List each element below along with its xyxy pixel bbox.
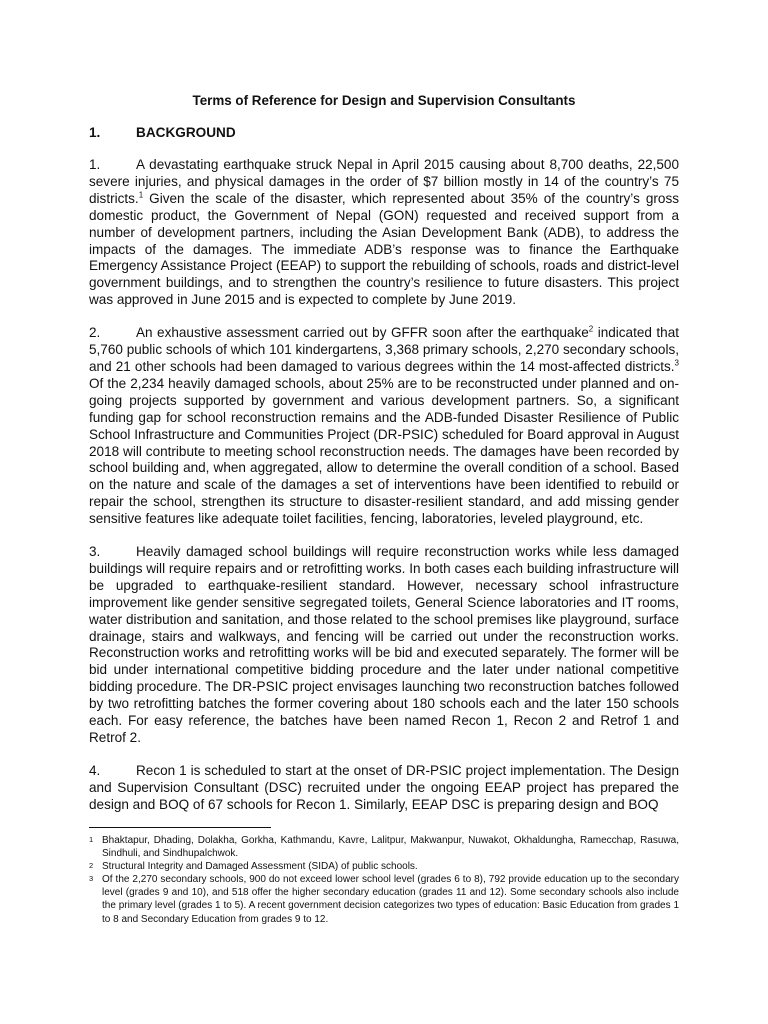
section-title: BACKGROUND [136,125,236,140]
paragraph-text: An exhaustive assessment carried out by GFFR soon after the earthquake [136,325,589,341]
paragraph-text: Of the 2,234 heavily damaged schools, about 25% are to be reconstructed under planned and on-going projects supported by government and various development partners. So, a significant funding gap for school reconstruction remains and the ADB-funded Disaster Resilience of Public School Infrastructure and Communities Project (DR-PSIC) scheduled for Board approval in August 2018 will contribute to meeting school reconstruction needs. The damages have been recorded by school building and, when aggregated, allow to determine the overall condition of a school. Based on the nature and scale of the damages a set of interventions have been identified to rebuild or repair the school, strengthen its structure to disaster-resilient standard, and add missing gender sensitive features like adequate toilet facilities, fencing, laboratories, leveled playground, etc. [89,375,679,527]
footnote-2 [89,860,679,873]
paragraph-number: 1. [89,157,101,172]
footnote-mark: 2 [89,861,94,871]
paragraph-number: 3. [89,544,101,560]
footnote-text: Of the 2,270 secondary schools, 900 do not exceed lower school level (grades 6 to 8), 792 provide education up to the secondary level (grades 9 and 10), and 518 offer the higher secondary education (grades 11 and 12). Some secondary schools also include the primary level (grades 1 to 5). A recent government decision categorizes two types of education: Basic Education from grades 1 to 8 and Secondary Education from grades 9 to 12. [102,874,679,925]
paragraph-2 [89,325,679,528]
footnote-reference-2[interactable]: 2 [588,324,594,334]
paragraph-text: indicated that 5,760 public schools of which 101 kindergartens, 3,368 primary schools, 2,270 secondary schools, and 21 other schools had been damaged to various degrees within the 14 most-affected districts. [89,325,679,374]
paragraph-text: Given the scale of the disaster, which represented about 35% of the country’s gross domestic product, the Government of Nepal (GON) requested and received support from a number of development partners, including the Asian Development Bank (ADB), to address the impacts of the damages. The immediate ADB’s response was to finance the Earthquake Emergency Assistance Project (EEAP) to support the rebuilding of schools, roads and district-level government buildings, and to strengthen the country’s resilience to future disasters. This project was approved in June 2015 and is expected to complete by June 2019. [89,190,679,308]
paragraph-4 [89,763,679,814]
document-page [89,92,679,830]
footnote-1 [89,834,679,860]
paragraph-3 [89,544,679,747]
paragraph-text: Recon 1 is scheduled to start at the onset of DR-PSIC project implementation. The Design and Supervision Consultant (DSC) recruited under the ongoing EEAP project has prepared the design and BOQ of 67 schools for Recon 1. Similarly, EEAP DSC is preparing design and BOQ [89,762,679,812]
footnotes [89,827,679,926]
footnote-mark: 1 [89,835,94,844]
footnote-mark: 3 [89,874,94,884]
footnote-reference-1[interactable]: 1 [138,190,144,200]
section-number: 1. [89,125,101,140]
paragraph-1 [89,157,679,309]
paragraph-text: Heavily damaged school buildings will require reconstruction works while less damaged buildings will require repairs and or retrofitting works. In both cases each building infrastructure will be upgraded to earthquake-resilient standard. However, necessary school infrastructure improvement like gender sensitive segregated toilets, General Science laboratories and IT rooms, water distribution and sanitation, and those related to the school premises like playground, surface drainage, stairs and walkways, and fencing will be carried out under the reconstruction works. Reconstruction works and retrofitting works will be bid and executed separately. The former will be bid under international competitive bidding procedure and the later under national competitive bidding procedure. The DR-PSIC project envisages launching two reconstruction batches followed by two retrofitting batches the former covering about 180 schools each and the later 150 schools each. For easy reference, the batches have been named Recon 1, Recon 2 and Retrof 1 and Retrof 2. [89,544,679,745]
footnote-text: Structural Integrity and Damaged Assessment (SIDA) of public schools. [102,861,418,873]
section-heading [89,124,679,142]
paragraph-number: 4. [89,762,101,778]
paragraph-number: 2. [89,325,101,341]
paragraph-text: A devastating earthquake struck Nepal in April 2015 causing about 8,700 deaths, 22,500 severe injuries, and physical damages in the order of $7 billion mostly in 14 of the country’s 75 districts. [89,157,679,206]
footnote-3 [89,873,679,925]
footnote-text: Bhaktapur, Dhading, Dolakha, Gorkha, Kathmandu, Kavre, Lalitpur, Makwanpur, Nuwakot, Okhaldungha, Ramecchap, Rasuwa, Sindhuli, and Sindhupalchwok. [102,835,679,860]
document-title: Terms of Reference for Design and Supervision Consultants [192,93,576,108]
footnote-divider [89,827,271,828]
footnote-reference-3[interactable]: 3 [674,358,679,368]
